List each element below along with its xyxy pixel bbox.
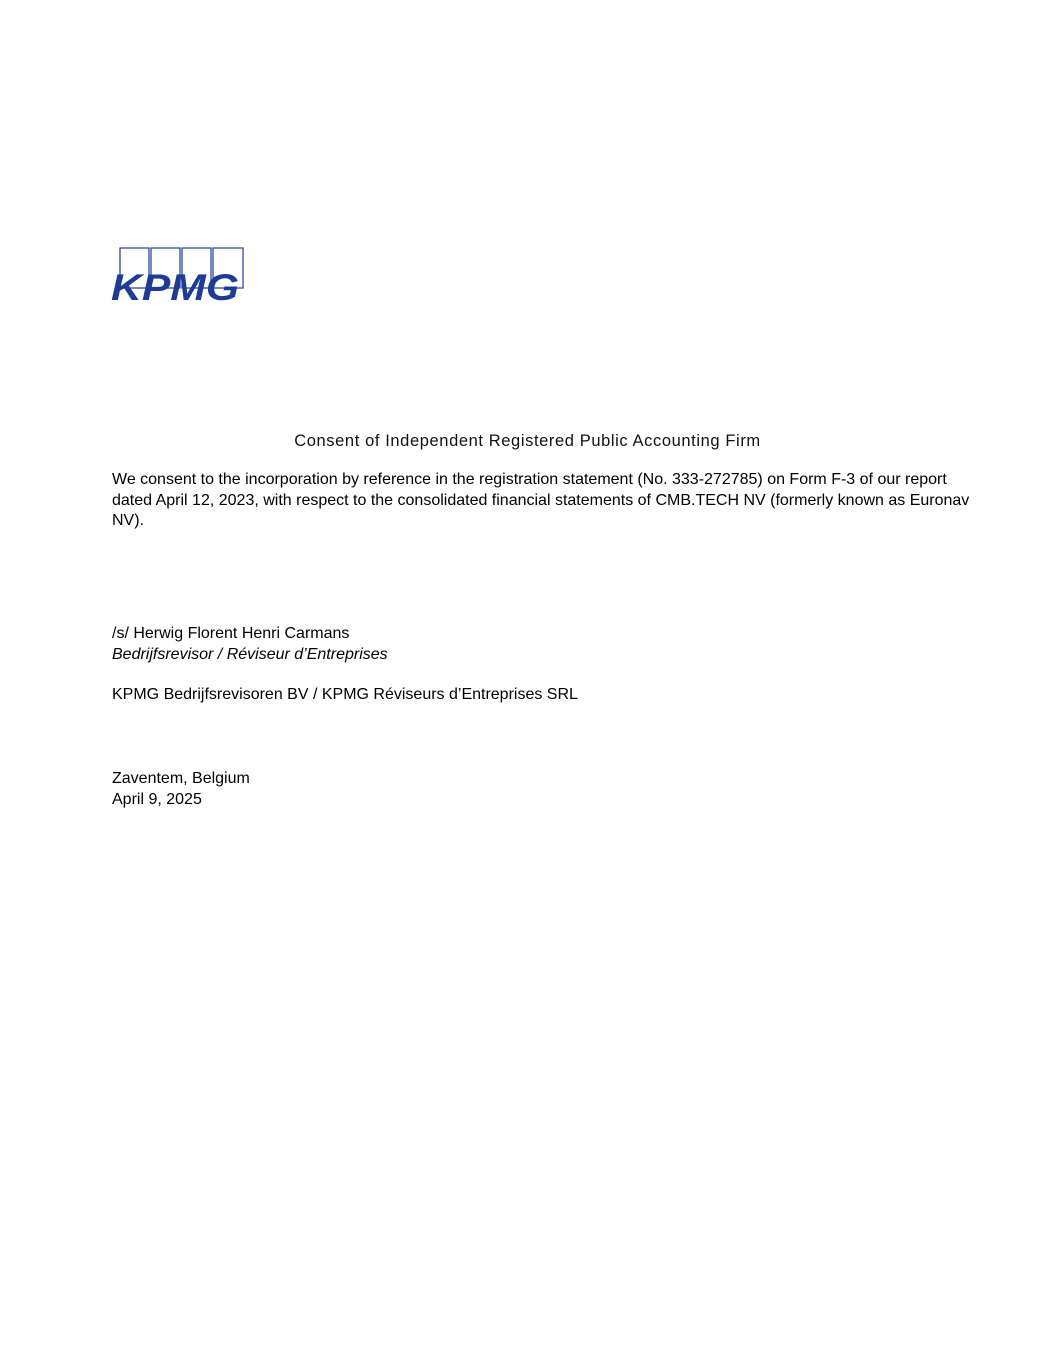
signature-block bbox=[112, 624, 388, 665]
firm-name bbox=[112, 685, 578, 706]
signatory-name: /s/ Herwig Florent Henri Carmans bbox=[112, 625, 350, 642]
kpmg-logo bbox=[111, 247, 245, 303]
firm-name-text: KPMG Bedrijfsrevisoren BV / KPMG Réviseurs d’Entreprises SRL bbox=[112, 686, 578, 703]
document-title: Consent of Independent Registered Public Accounting Firm bbox=[294, 432, 761, 450]
location: Zaventem, Belgium bbox=[112, 770, 250, 787]
date: April 9, 2025 bbox=[112, 791, 202, 808]
svg-text:KPMG: KPMG bbox=[111, 267, 239, 303]
consent-paragraph: We consent to the incorporation by reference in the registration statement (No. 333-272785) on Form F-3 of our report dated April 12, 2023, with respect to the consolidated financial statements of CMB.TECH NV (formerly known as Euronav NV). bbox=[112, 471, 970, 529]
place-and-date bbox=[112, 768, 250, 810]
signatory-title: Bedrijfsrevisor / Réviseur d’Entreprises bbox=[112, 645, 388, 663]
